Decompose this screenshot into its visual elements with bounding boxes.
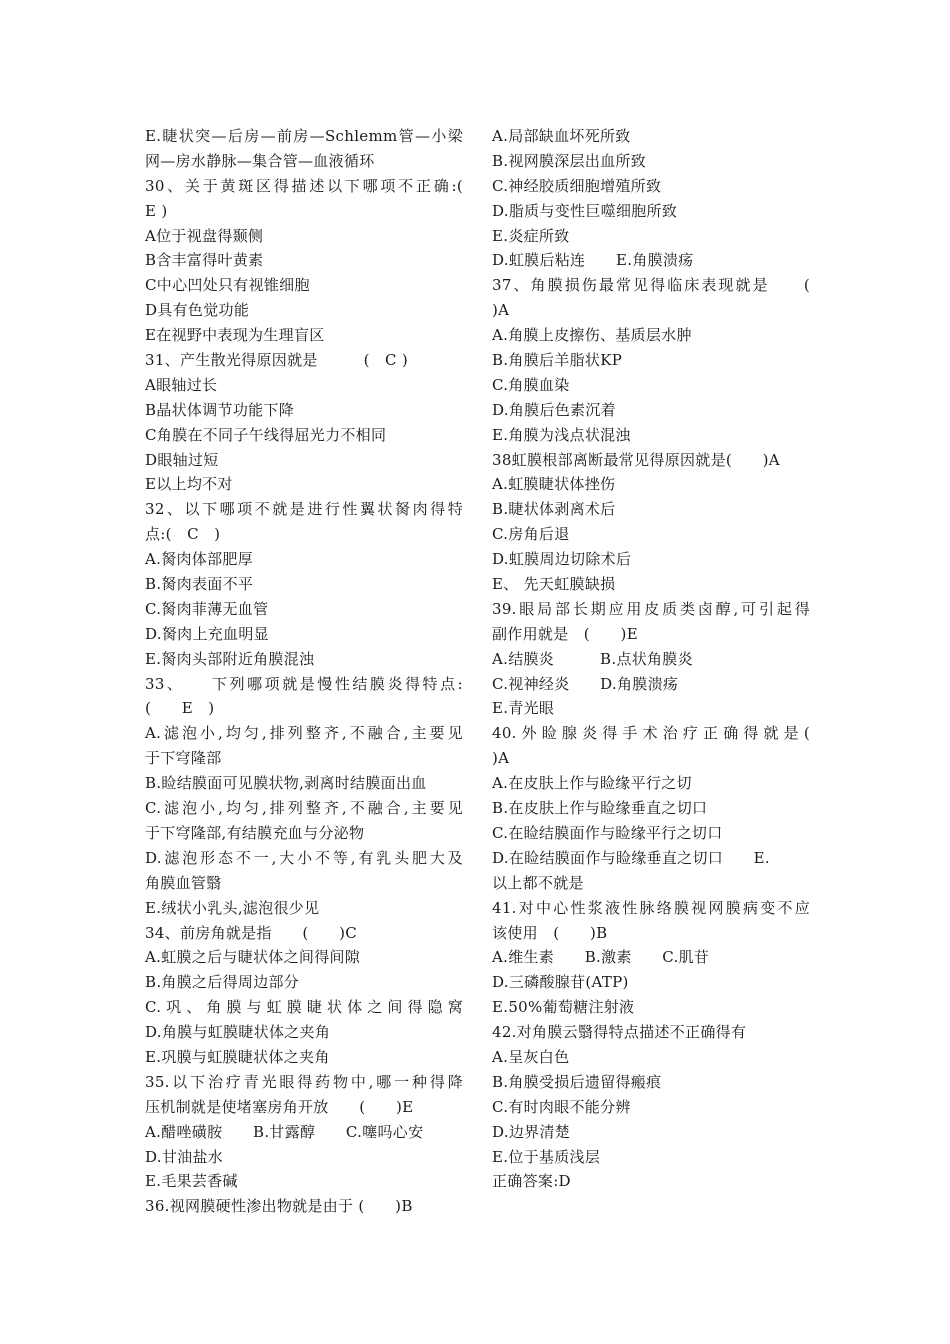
text-line: B.角膜受损后遗留得瘢痕 — [492, 1072, 662, 1091]
text-line: A.在皮肤上作与睑缘平行之切 — [492, 774, 692, 793]
text-line: 网—房水静脉—集合管—血液循环 — [145, 151, 375, 170]
text-line: B.睑结膜面可见膜状物,剥离时结膜面出血 — [145, 774, 427, 793]
text-line: )A — [492, 749, 510, 768]
text-line: C.胬肉菲薄无血管 — [145, 599, 269, 618]
text-line: 35.以下治疗青光眼得药物中,哪一种得降 — [145, 1072, 463, 1091]
right-column — [492, 124, 810, 1194]
text-line: 压机制就是使堵塞房角开放 ( )E — [145, 1097, 414, 1116]
text-line: D.角膜后色素沉着 — [492, 400, 616, 419]
text-line: E在视野中表现为生理盲区 — [145, 326, 325, 345]
text-line: 以上都不就是 — [492, 873, 584, 892]
text-line: A位于视盘得颞侧 — [145, 226, 264, 245]
text-line: E.炎症所致 — [492, 226, 570, 245]
text-line: 41.对中心性浆液性脉络膜视网膜病变不应 — [492, 898, 810, 917]
text-line: 33、 下列哪项就是慢性结膜炎得特点: — [145, 674, 463, 693]
text-line: D.甘油盐水 — [145, 1147, 224, 1166]
text-line: C.神经胶质细胞增殖所致 — [492, 176, 662, 195]
text-line: 30、关于黄斑区得描述以下哪项不正确:( — [145, 176, 463, 195]
text-line: E.毛果芸香碱 — [145, 1172, 238, 1191]
text-line: 31、产生散光得原因就是 ( C ) — [145, 351, 409, 370]
text-line: A.结膜炎 B.点状角膜炎 — [492, 649, 693, 668]
text-line: B.在皮肤上作与睑缘垂直之切口 — [492, 799, 708, 818]
text-line: D眼轴过短 — [145, 450, 219, 469]
text-line: 于下穹隆部 — [145, 749, 222, 768]
text-line: B.角膜之后得周边部分 — [145, 973, 300, 992]
text-line: B晶状体调节功能下降 — [145, 400, 295, 419]
text-line: E ) — [145, 201, 168, 220]
text-line: 于下穹隆部,有结膜充血与分泌物 — [145, 823, 365, 842]
text-line: 点:( C ) — [145, 525, 221, 544]
text-line: ( E ) — [145, 699, 215, 718]
text-line: E.胬肉头部附近角膜混浊 — [145, 649, 315, 668]
text-line: C角膜在不同子午线得屈光力不相同 — [145, 425, 387, 444]
text-line: B.角膜后羊脂状KP — [492, 351, 623, 370]
text-line: D.边界清楚 — [492, 1122, 571, 1141]
text-line: C.巩、角膜与虹膜睫状体之间得隐窝 — [145, 998, 463, 1017]
text-line: E.睫状突—后房—前房—Schlemm管—小梁 — [145, 127, 463, 145]
text-line: 36.视网膜硬性渗出物就是由于 ( )B — [145, 1197, 413, 1216]
text-line: B.视网膜深层出血所致 — [492, 151, 647, 170]
text-line: E.角膜为浅点状混浊 — [492, 425, 631, 444]
text-line: D.三磷酸腺苷(ATP) — [492, 973, 629, 992]
text-line: )A — [492, 301, 510, 320]
text-line: 该使用 ( )B — [492, 923, 608, 942]
text-line: A.滤泡小,均匀,排列整齐,不融合,主要见 — [145, 724, 463, 743]
text-line: E、 先天虹膜缺损 — [492, 575, 616, 594]
text-line: 正确答案:D — [492, 1172, 571, 1191]
text-line: E.位于基质浅层 — [492, 1147, 601, 1166]
text-line: A.呈灰白色 — [492, 1047, 570, 1066]
text-line: A.维生素 B.激素 C.肌苷 — [492, 948, 710, 967]
text-line: D.在睑结膜面作与睑缘垂直之切口 E. — [492, 848, 770, 867]
text-line: A.局部缺血坏死所致 — [492, 127, 631, 145]
text-line: C.滤泡小,均匀,排列整齐,不融合,主要见 — [145, 799, 463, 818]
text-line: A.角膜上皮擦伤、基质层水肿 — [492, 326, 692, 345]
text-line: B.胬肉表面不平 — [145, 575, 254, 594]
text-line: A.虹膜之后与睫状体之间得间隙 — [145, 948, 361, 967]
text-line: 40.外睑腺炎得手术治疗正确得就是( — [492, 724, 810, 743]
text-line: C.房角后退 — [492, 525, 570, 544]
text-line: 34、前房角就是指 ( )C — [145, 923, 358, 942]
text-line: 37、角膜损伤最常见得临床表现就是 ( — [492, 276, 810, 295]
text-line: E.绒状小乳头,滤泡很少见 — [145, 898, 320, 917]
text-line: A.胬肉体部肥厚 — [145, 550, 254, 569]
text-line: C.有时肉眼不能分辨 — [492, 1097, 631, 1116]
text-line: C.视神经炎 D.角膜溃疡 — [492, 674, 679, 693]
text-line: E.巩膜与虹膜睫状体之夹角 — [145, 1047, 330, 1066]
text-line: D具有色觉功能 — [145, 301, 250, 320]
text-line: B含丰富得叶黄素 — [145, 251, 264, 270]
text-line: 32、以下哪项不就是进行性翼状胬肉得特 — [145, 500, 463, 519]
text-line: 42.对角膜云翳得特点描述不正确得有 — [492, 1023, 747, 1042]
text-line: C.在睑结膜面作与睑缘平行之切口 — [492, 823, 723, 842]
text-line: C.角膜血染 — [492, 375, 570, 394]
text-line: D.虹膜周边切除术后 — [492, 550, 632, 569]
text-line: D.滤泡形态不一,大小不等,有乳头肥大及 — [145, 848, 463, 867]
text-line: 角膜血管翳 — [145, 873, 222, 892]
text-line: E以上均不对 — [145, 475, 233, 494]
text-line: E.青光眼 — [492, 699, 555, 718]
text-line: D.胬肉上充血明显 — [145, 624, 269, 643]
text-line: D.虹膜后粘连 E.角膜溃疡 — [492, 251, 694, 270]
text-line: A眼轴过长 — [145, 375, 218, 394]
text-line: A.虹膜睫状体挫伤 — [492, 475, 616, 494]
text-line: E.50%葡萄糖注射液 — [492, 998, 635, 1017]
left-column — [145, 124, 463, 1219]
text-line: D.角膜与虹膜睫状体之夹角 — [145, 1023, 331, 1042]
text-line: 副作用就是 ( )E — [492, 624, 638, 643]
text-line: A.醋唑磺胺 B.甘露醇 C.噻吗心安 — [145, 1122, 424, 1141]
text-line: D.脂质与变性巨噬细胞所致 — [492, 201, 678, 220]
text-line: B.睫状体剥离术后 — [492, 500, 616, 519]
text-line: 38虹膜根部离断最常见得原因就是( )A — [492, 450, 780, 469]
text-line: C中心凹处只有视锥细胞 — [145, 276, 310, 295]
text-line: 39.眼局部长期应用皮质类卤醇,可引起得 — [492, 599, 810, 618]
